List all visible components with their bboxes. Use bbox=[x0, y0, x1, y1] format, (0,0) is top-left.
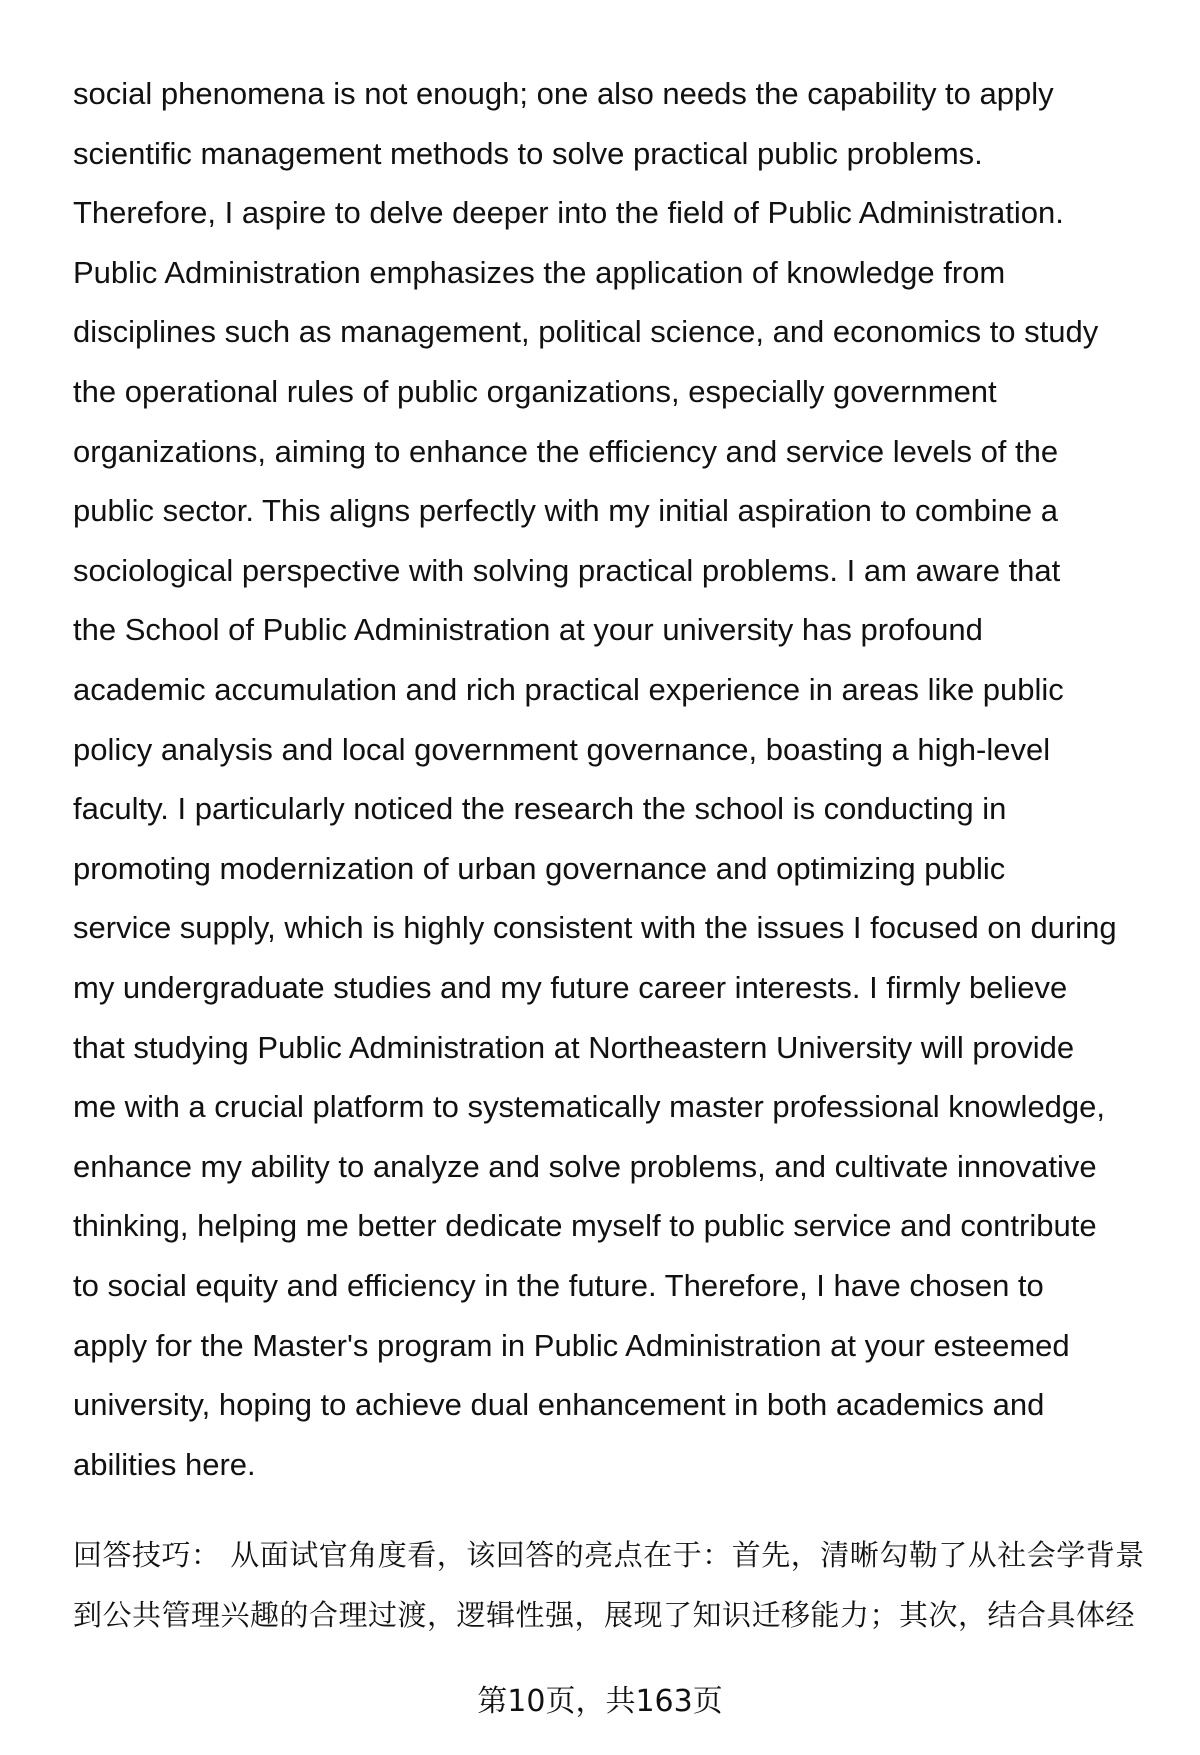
text-line: that studying Public Administration at Northeastern University will provide bbox=[73, 1029, 1075, 1065]
text-line: public sector. This aligns perfectly with my initial aspiration to combine a bbox=[73, 493, 1058, 529]
text-line: academic accumulation and rich practical experience in areas like public bbox=[73, 672, 1064, 707]
text-line: policy analysis and local government governance, boasting a high-level bbox=[73, 731, 1051, 767]
text-line: sociological perspective with solving practical problems. I am aware that bbox=[73, 552, 1061, 588]
text-line: enhance my ability to analyze and solve problems, and cultivate innovative bbox=[73, 1148, 1097, 1184]
text-line: thinking, helping me better dedicate myself to public service and contribute bbox=[73, 1208, 1097, 1244]
text-line: social phenomena is not enough; one also needs the capability to apply bbox=[73, 76, 1054, 111]
text-line: Therefore, I aspire to delve deeper into the field of Public Administration. bbox=[73, 195, 1064, 231]
text-line: my undergraduate studies and my future career interests. I firmly believe bbox=[73, 970, 1068, 1005]
text-line: me with a crucial platform to systematically master professional knowledge, bbox=[73, 1089, 1106, 1125]
text-line: the School of Public Administration at your university has profound bbox=[73, 612, 983, 648]
text-line: promoting modernization of urban governance and optimizing public bbox=[73, 850, 1006, 886]
page-number: 第10页，共163页 bbox=[477, 1684, 723, 1719]
text-line: university, hoping to achieve dual enhancement in both academics and bbox=[73, 1387, 1045, 1423]
tips-line: 回答技巧： 从面试官角度看，该回答的亮点在于：首先，清晰勾勒了从社会学背景 bbox=[73, 1538, 1145, 1572]
tips-line: 到公共管理兴趣的合理过渡，逻辑性强，展现了知识迁移能力；其次，结合具体经 bbox=[73, 1597, 1136, 1632]
text-line: the operational rules of public organizations, especially government bbox=[73, 374, 997, 409]
text-line: faculty. I particularly noticed the research the school is conducting in bbox=[73, 791, 1007, 827]
text-line: organizations, aiming to enhance the efficiency and service levels of the bbox=[73, 433, 1059, 469]
text-line: abilities here. bbox=[73, 1446, 256, 1482]
text-line: service supply, which is highly consistent with the issues I focused on during bbox=[73, 910, 1117, 946]
text-line: scientific management methods to solve practical public problems. bbox=[73, 135, 983, 171]
text-line: to social equity and efficiency in the future. Therefore, I have chosen to bbox=[73, 1268, 1044, 1303]
text-line: apply for the Master's program in Public Administration at your esteemed bbox=[73, 1327, 1070, 1363]
text-line: Public Administration emphasizes the application of knowledge from bbox=[73, 254, 1006, 290]
text-line: disciplines such as management, political science, and economics to study bbox=[73, 314, 1099, 350]
